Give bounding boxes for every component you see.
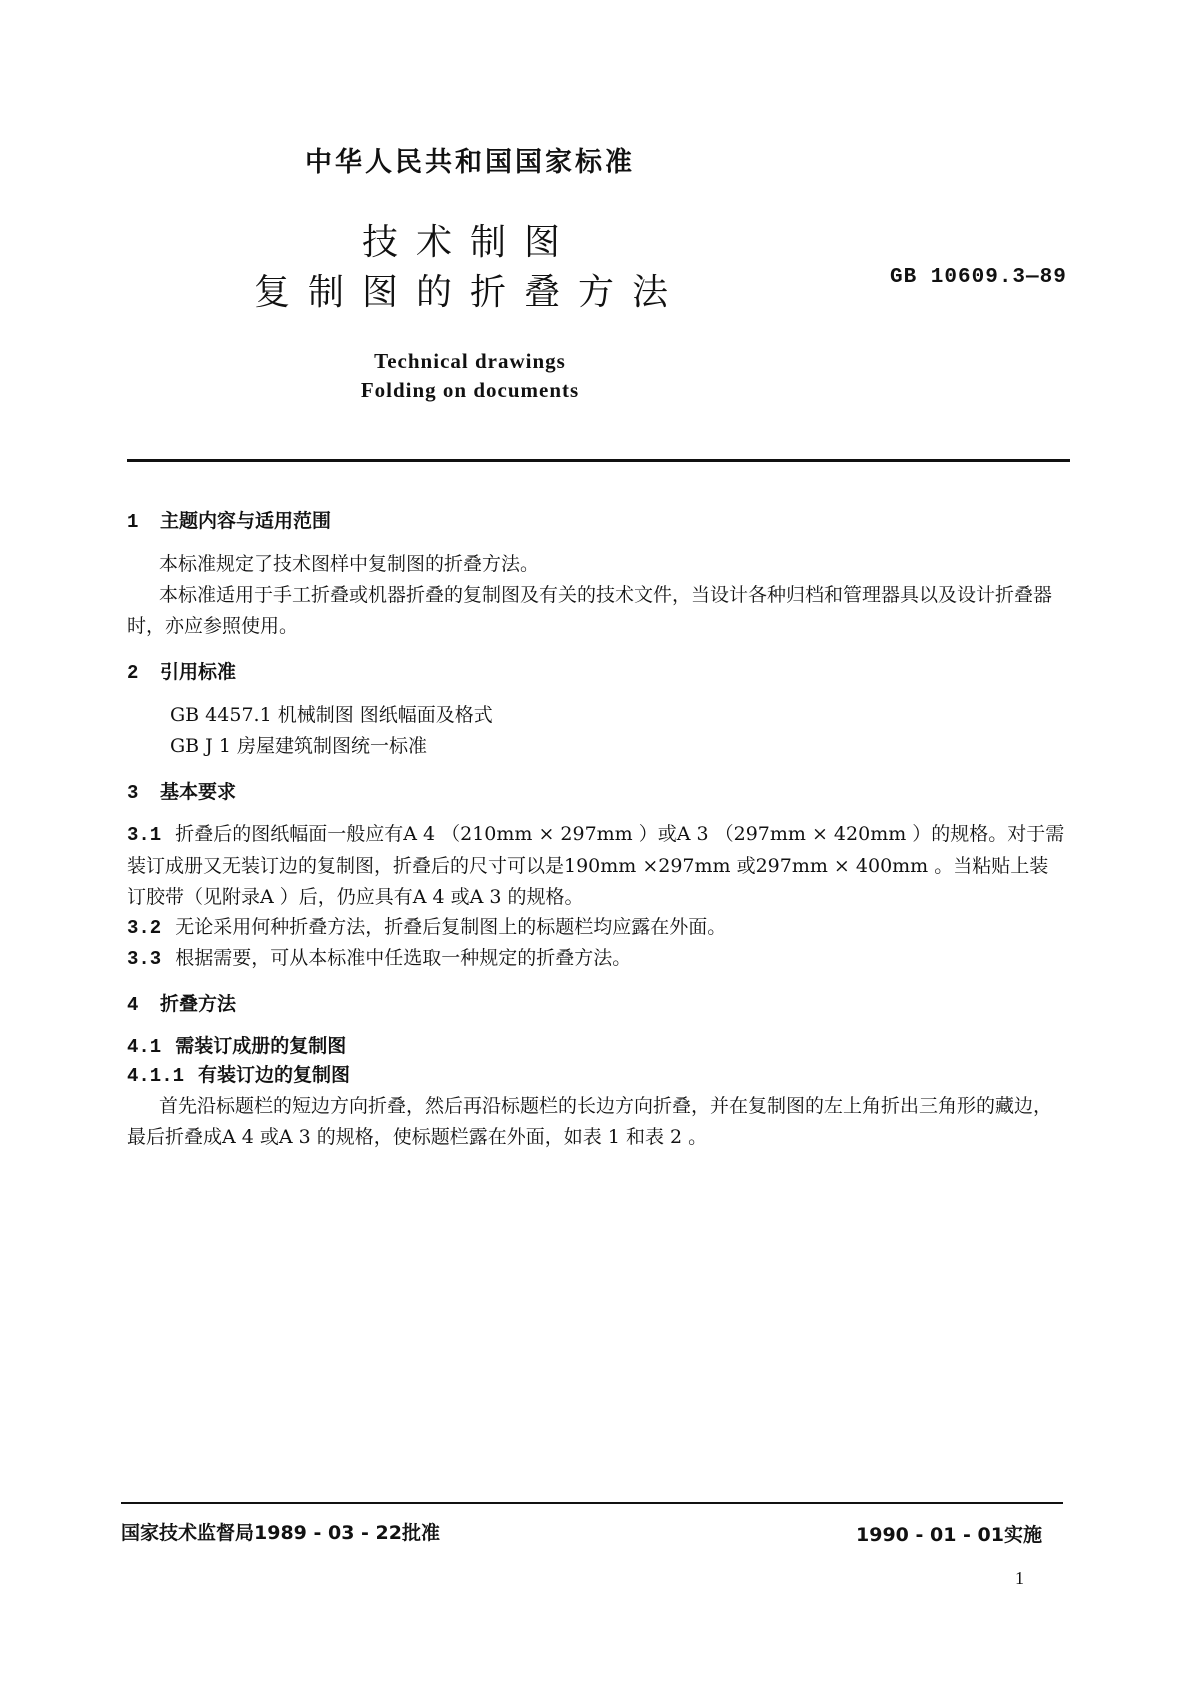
clause-4-1-title: 需装订成册的复制图 — [175, 1035, 347, 1057]
approval-date: 国家技术监督局1989 - 03 - 22批准 — [121, 1522, 440, 1544]
section-2-number: 2 — [127, 662, 139, 684]
section-4-heading — [127, 989, 236, 1016]
title-cn-line-1: 技术制图 — [361, 222, 578, 263]
clause-4-1-1-number: 4.1.1 — [127, 1065, 185, 1087]
section-1-heading — [127, 506, 331, 533]
clause-3-3-text: 根据需要，可从本标准中任选取一种规定的折叠方法。 — [175, 947, 632, 969]
section-1-para-2: 本标准适用于手工折叠或机器折叠的复制图及有关的技术文件，当设计各种归档和管理器具以及设计折叠器时，亦应参照使用。 — [127, 584, 1053, 637]
section-4-number: 4 — [127, 994, 139, 1016]
section-2-title: 引用标准 — [160, 661, 237, 683]
section-3-number: 3 — [127, 782, 139, 804]
national-standard-heading: 中华人民共和国国家标准 — [305, 147, 635, 178]
clause-4-1-number: 4.1 — [127, 1036, 162, 1058]
section-3-heading — [127, 777, 236, 804]
clause-4-1-1-para: 首先沿标题栏的短边方向折叠，然后再沿标题栏的长边方向折叠，并在复制图的左上角折出三角形的藏边，最后折叠成A 4 或A 3 的规格，使标题栏露在外面，如表 1 和表 2 。 — [127, 1095, 1053, 1148]
section-3-title: 基本要求 — [160, 781, 237, 803]
clause-3-2-number: 3.2 — [127, 917, 162, 939]
section-1-number: 1 — [127, 511, 139, 533]
section-1-para-1: 本标准规定了技术图样中复制图的折叠方法。 — [159, 553, 540, 575]
bottom-divider — [121, 1502, 1063, 1504]
clause-3-3-number: 3.3 — [127, 948, 162, 970]
title-cn-line-2: 复制图的折叠方法 — [253, 272, 686, 313]
title-en-line-1: Technical drawings — [374, 349, 566, 373]
clause-3-3 — [127, 943, 1067, 975]
clause-4-1-1-title: 有装订边的复制图 — [198, 1064, 351, 1086]
standard-number: GB 10609.3—89 — [890, 266, 1067, 289]
clause-3-1-text: 折叠后的图纸幅面一般应有A 4 （210mm × 297mm ）或A 3 （297mm × 420mm ）的规格。对于需装订成册又无装订边的复制图，折叠后的尺寸可以是190mm ×297mm 或297mm × 400mm 。当粘贴上装订胶带（见附录A ）后，仍应具有A 4 或A 3 的规格。 — [127, 823, 1065, 908]
top-divider — [127, 459, 1070, 462]
effective-date: 1990 - 01 - 01实施 — [856, 1524, 1042, 1546]
clause-4-1-heading — [127, 1031, 1067, 1063]
section-4-title: 折叠方法 — [160, 993, 237, 1015]
title-en-line-2: Folding on documents — [360, 378, 580, 402]
clause-3-2-text: 无论采用何种折叠方法，折叠后复制图上的标题栏均应露在外面。 — [175, 916, 727, 938]
page-number: 1 — [1015, 1568, 1024, 1588]
clause-3-1 — [127, 819, 1067, 913]
clause-4-1-1-heading — [127, 1060, 1067, 1092]
reference-gbj-1: GB J 1 房屋建筑制图统一标准 — [170, 735, 427, 757]
clause-3-1-number: 3.1 — [127, 824, 162, 846]
section-1-title: 主题内容与适用范围 — [160, 510, 332, 532]
reference-gb-4457: GB 4457.1 机械制图 图纸幅面及格式 — [170, 704, 493, 726]
clause-3-2 — [127, 912, 1067, 944]
section-2-heading — [127, 657, 236, 684]
